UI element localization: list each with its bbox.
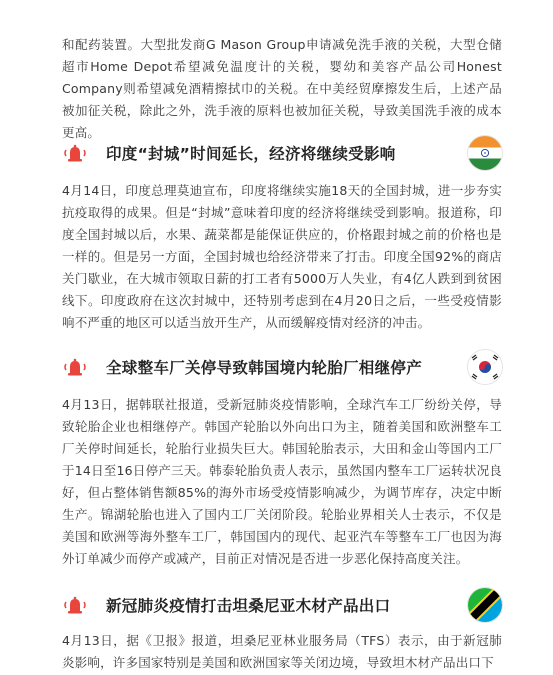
alarm-bell-icon	[62, 358, 88, 378]
section-heading-tanzania	[62, 588, 502, 622]
section-body-india: 4月14日，印度总理莫迪宣布，印度将继续实施18天的全国封城，进一步夯实抗疫取得的成果。但是“封城”意味着印度的经济将继续受到影响。报道称，印度全国封城以后，水果、蔬菜都是能保证供应的，价格跟封城之前的价格也是一样的。但是另一方面，全国封城也给经济带来了打击。印度全国92%的商店关门歇业，在大城市领取日薪的打工者有5000万人失业，有4亿人跌到到贫困线下。印度政府在这次封城中，还特别考虑到在4月20日之后，一些受疫情影响不严重的地区可以适当放开生产，从而缓解疫情对经济的冲击。	[62, 183, 502, 330]
section-title: 新冠肺炎疫情打击坦桑尼亚木材产品出口	[106, 597, 391, 615]
section-title: 印度“封城”时间延长，经济将继续受影响	[106, 145, 396, 163]
alarm-bell-icon	[62, 596, 88, 616]
section-body-tanzania: 4月13日，据《卫报》报道，坦桑尼亚林业服务局（TFS）表示，由于新冠肺炎影响，许多国家特别是美国和欧洲国家等关闭边境，导致坦木材产品出口下	[62, 633, 502, 670]
section-title: 全球整车厂关停导致韩国境内轮胎厂相继停产	[106, 359, 423, 377]
section-body-korea: 4月13日，据韩联社报道，受新冠肺炎疫情影响，全球汽车工厂纷纷关停，导致轮胎企业也相继停产。韩国产轮胎以外向出口为主，随着美国和欧洲整车工厂关停时间延长，轮胎行业损失巨大。韩国轮胎表示，大田和金山等国内工厂于14日至16日停产三天。韩泰轮胎负责人表示，虽然国内整车工厂运转状况良好，但占整体销售额85%的海外市场受疫情影响减少，为调节库存，决定中断生产。锦湖轮胎也进入了国内工厂关闭阶段。轮胎业界相关人士表示，不仅是美国和欧洲等海外整车工厂，韩国国内的现代、起亚汽车等整车工厂也因为海外订单减少而停产或减产，目前正对情况是否进一步恶化保持高度关注。	[62, 397, 502, 566]
alarm-bell-icon	[62, 144, 88, 164]
section-heading-korea	[62, 350, 502, 384]
tanzania-flag-icon	[468, 588, 502, 622]
intro-paragraph: 和配药装置。大型批发商G Mason Group申请减免洗手液的关税，大型仓储超市Home Depot希望减免温度计的关税，婴幼和美容产品公司Honest Company则希望减免酒精擦拭巾的关税。在中美经贸摩擦发生后，上述产品被加征关税，除此之外，洗手液的原料也被加征关税，导致美国洗手液的成本更高。	[62, 37, 502, 140]
india-flag-icon	[468, 136, 502, 170]
south-korea-flag-icon	[468, 350, 502, 384]
section-heading-india	[62, 136, 502, 170]
